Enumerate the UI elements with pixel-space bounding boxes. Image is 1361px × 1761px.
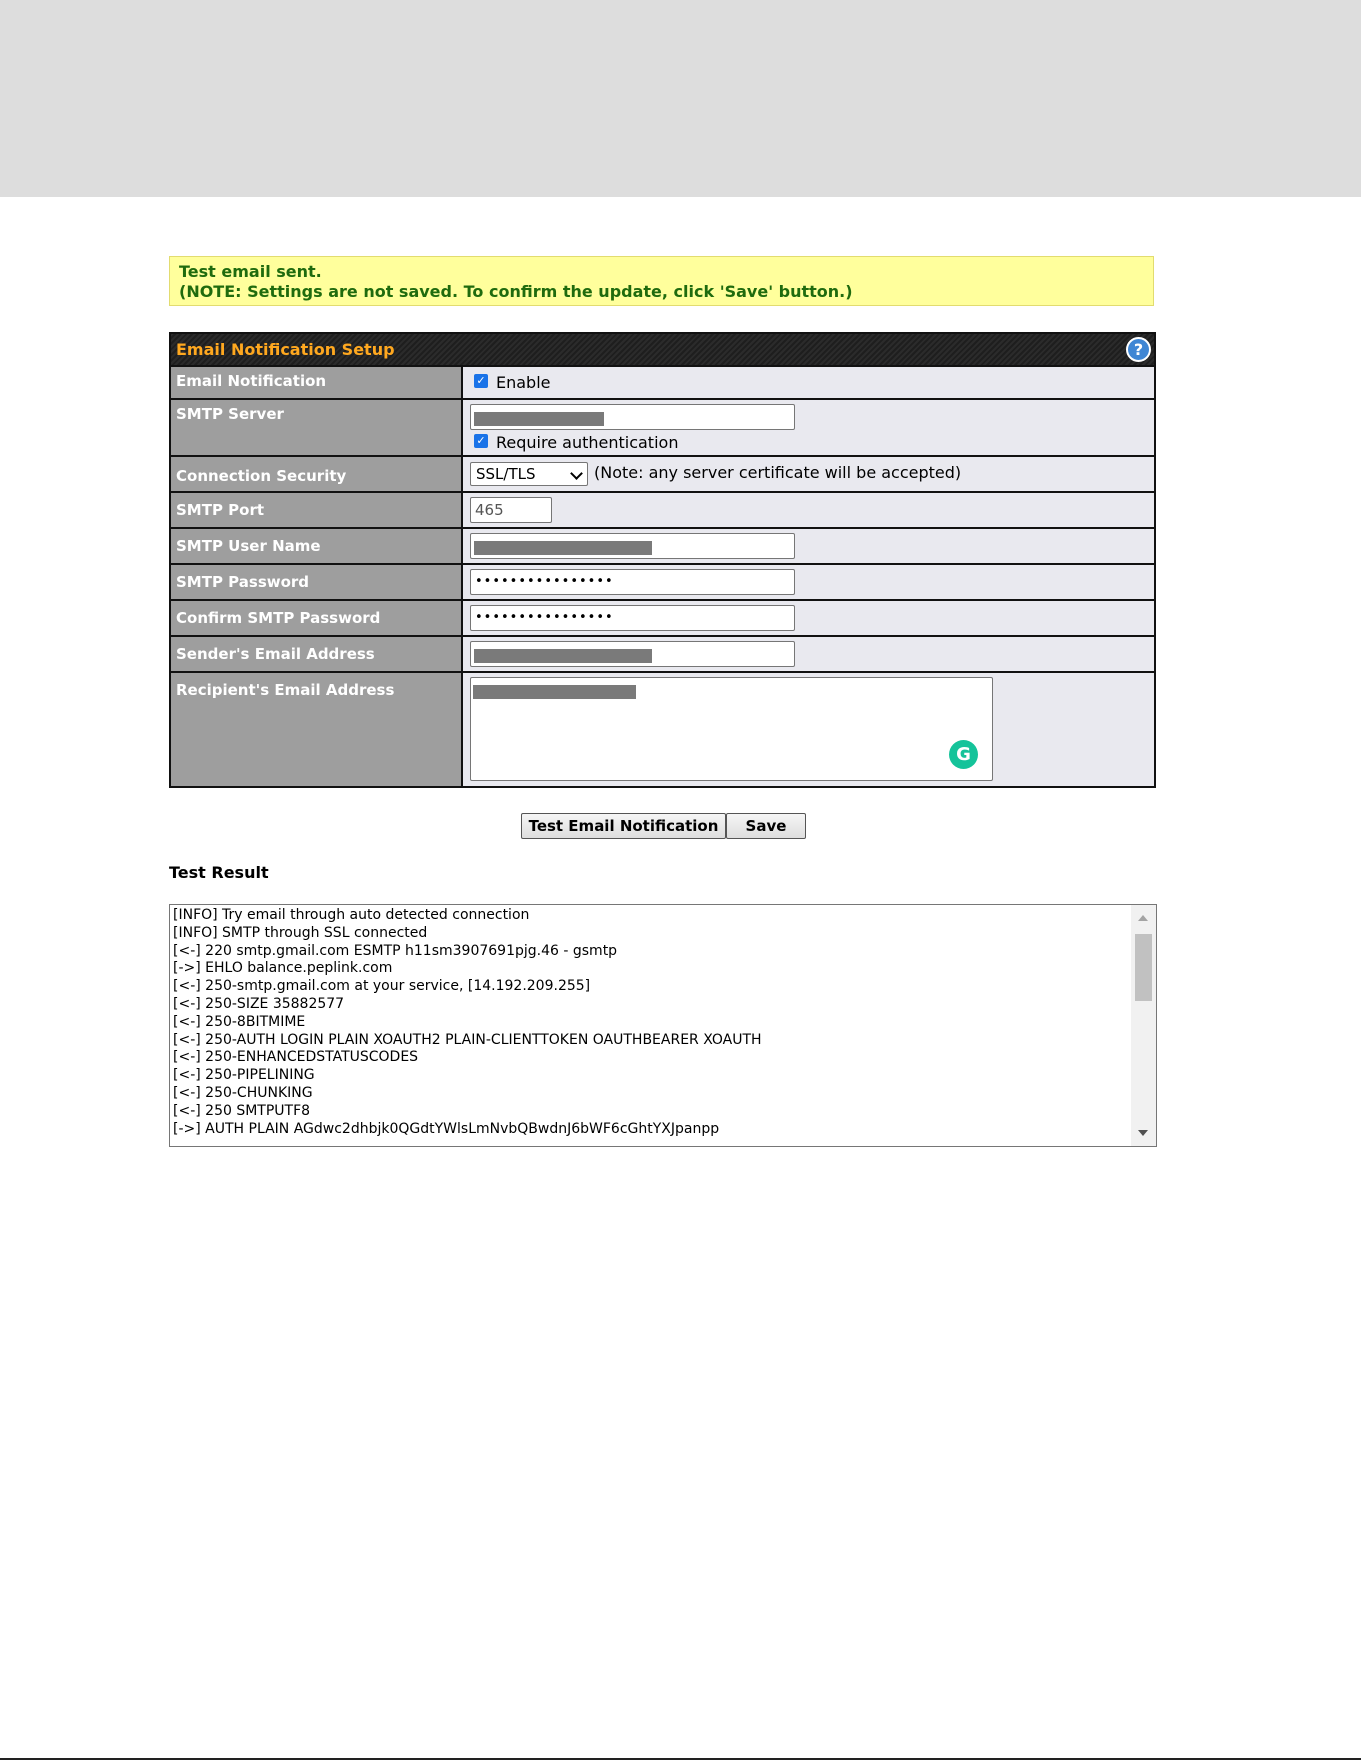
row-sender-email (171, 635, 1154, 671)
row-label: SMTP Password (171, 565, 463, 599)
row-value (463, 637, 1154, 671)
log-line: [<-] 250-8BITMIME (173, 1013, 306, 1030)
log-line: [<-] 250-PIPELINING (173, 1067, 315, 1084)
enable-checkbox-label[interactable]: Enable (496, 373, 551, 392)
log-line: [->] AUTH PLAIN AGdwc2dhbjk0QGdtYWlsLmNvbQBwdnJ6bWF6cGhtYXJpanpp (173, 1120, 720, 1137)
row-connection-security (171, 455, 1154, 491)
sender-email-input[interactable] (470, 641, 795, 667)
test-result-log[interactable] (169, 904, 1157, 1147)
redacted-value (474, 649, 652, 663)
top-banner (0, 0, 1361, 197)
scrollbar-thumb[interactable] (1135, 934, 1152, 1001)
row-confirm-smtp-password (171, 599, 1154, 635)
row-value (463, 673, 1154, 786)
smtp-server-input[interactable] (470, 404, 795, 430)
require-auth-checkbox[interactable]: ✓ (474, 434, 488, 448)
row-value (463, 601, 1154, 635)
log-line: [<-] 250-ENHANCEDSTATUSCODES (173, 1049, 419, 1066)
smtp-user-name-input[interactable] (470, 533, 795, 559)
redacted-value (474, 541, 652, 555)
email-notification-setup-panel (169, 332, 1156, 788)
row-value (463, 493, 1154, 527)
log-line: [<-] 250-CHUNKING (173, 1084, 313, 1101)
row-label: Recipient's Email Address (171, 673, 463, 786)
grammarly-icon[interactable]: G (949, 740, 978, 769)
scroll-up-arrow-icon[interactable] (1138, 915, 1148, 921)
row-label: Sender's Email Address (171, 637, 463, 671)
row-label: Connection Security (171, 457, 463, 491)
log-line: [->] EHLO balance.peplink.com (173, 960, 393, 977)
recipient-email-textarea[interactable] (470, 677, 993, 781)
connection-security-select[interactable]: SSL/TLS (470, 462, 588, 486)
row-smtp-password (171, 563, 1154, 599)
divider (0, 1758, 1361, 1760)
log-line: [<-] 220 smtp.gmail.com ESMTP h11sm3907691pjg.46 - gsmtp (173, 942, 618, 959)
redacted-value (473, 685, 636, 699)
connection-security-note: (Note: any server certificate will be accepted) (594, 463, 962, 482)
require-auth-label[interactable]: Require authentication (496, 433, 679, 452)
confirm-smtp-password-input[interactable]: •••••••••••••••• (470, 605, 795, 631)
log-line: [<-] 250-AUTH LOGIN PLAIN XOAUTH2 PLAIN-CLIENTTOKEN OAUTHBEARER XOAUTH (173, 1031, 762, 1048)
row-smtp-port (171, 491, 1154, 527)
panel-title: Email Notification Setup (176, 340, 395, 359)
test-email-notification-button[interactable]: Test Email Notification (521, 813, 726, 839)
row-value (463, 457, 1154, 491)
row-value (463, 400, 1154, 455)
log-line: [<-] 250 SMTPUTF8 (173, 1102, 311, 1119)
row-label: Confirm SMTP Password (171, 601, 463, 635)
scrollbar[interactable] (1131, 905, 1156, 1146)
row-smtp-user-name (171, 527, 1154, 563)
row-value (463, 367, 1154, 398)
log-line: [INFO] Try email through auto detected connection (173, 907, 530, 923)
enable-checkbox[interactable]: ✓ (474, 374, 488, 388)
smtp-password-input[interactable]: •••••••••••••••• (470, 569, 795, 595)
test-result-title: Test Result (169, 863, 269, 882)
log-line: [<-] 250-smtp.gmail.com at your service, [14.192.209.255] (173, 978, 591, 995)
row-recipient-email (171, 671, 1154, 786)
panel-header (171, 334, 1154, 365)
scroll-down-arrow-icon[interactable] (1138, 1130, 1148, 1136)
log-line: [INFO] SMTP through SSL connected (173, 924, 428, 941)
chevron-down-icon (570, 467, 583, 480)
status-notice (169, 256, 1154, 306)
row-email-notification (171, 365, 1154, 398)
notice-line-2: (NOTE: Settings are not saved. To confirm the update, click 'Save' button.) (179, 282, 853, 301)
row-label: SMTP Server (171, 400, 463, 455)
notice-line-1: Test email sent. (179, 262, 322, 281)
row-value (463, 529, 1154, 563)
save-button[interactable]: Save (726, 813, 806, 839)
log-line: [<-] 250-SIZE 35882577 (173, 995, 345, 1012)
row-smtp-server (171, 398, 1154, 455)
log-lines (173, 907, 1128, 1138)
row-label: SMTP User Name (171, 529, 463, 563)
row-value (463, 565, 1154, 599)
redacted-value (474, 412, 604, 426)
smtp-port-input[interactable]: 465 (470, 497, 552, 523)
row-label: Email Notification (171, 367, 463, 398)
row-label: SMTP Port (171, 493, 463, 527)
question-circle-icon[interactable]: ? (1126, 337, 1151, 362)
